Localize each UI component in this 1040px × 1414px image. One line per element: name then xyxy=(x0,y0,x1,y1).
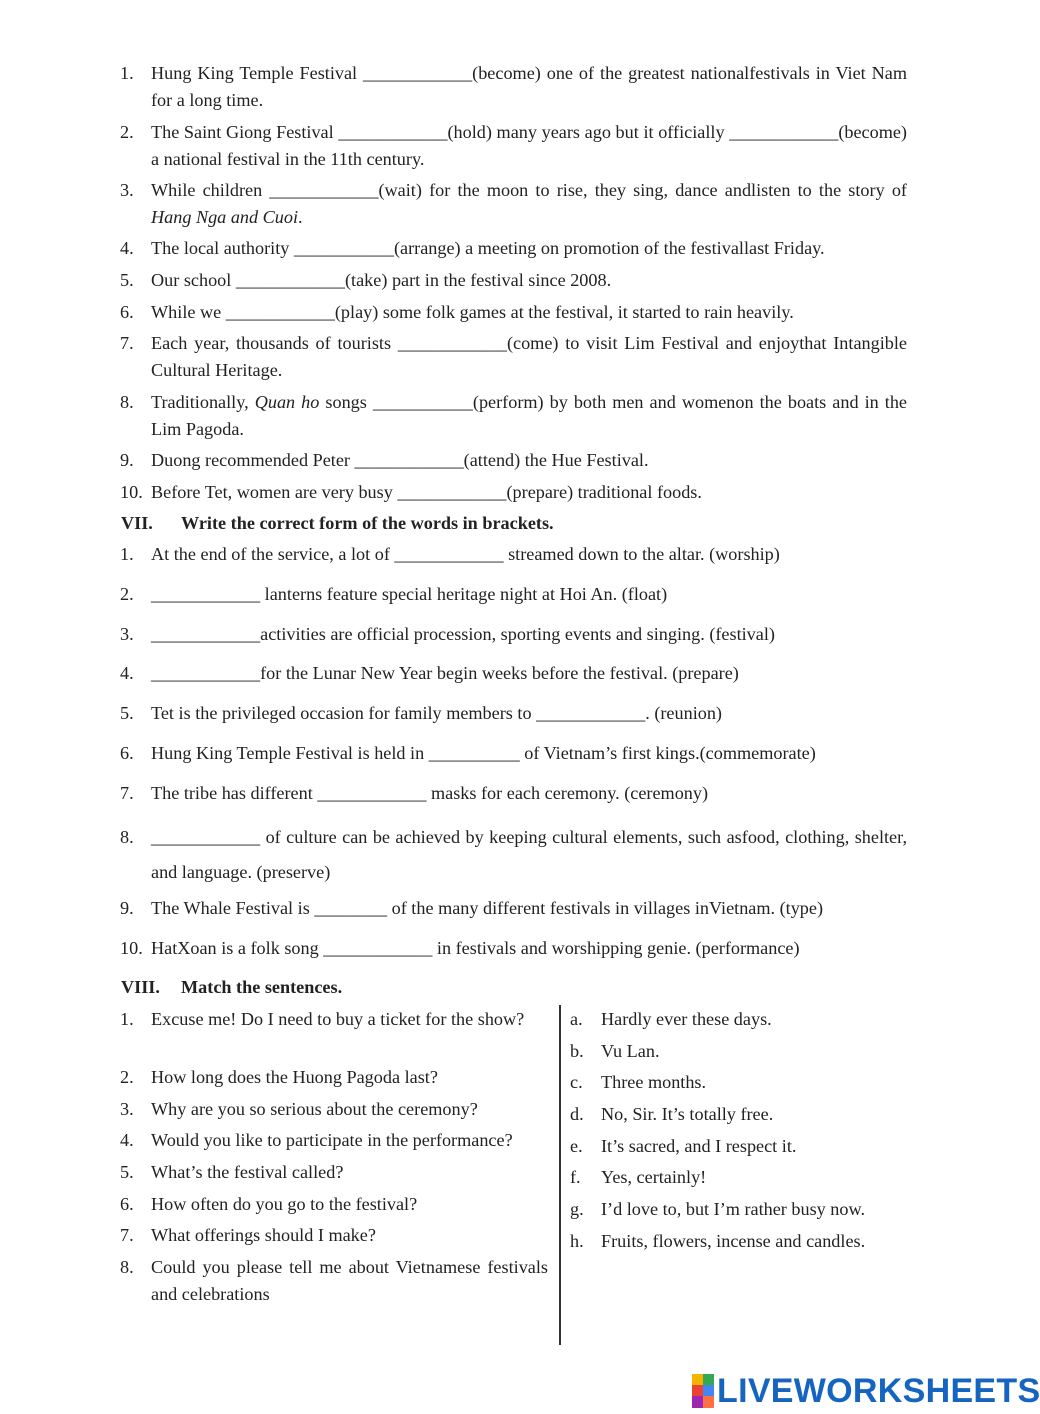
item-letter: a. xyxy=(570,1009,583,1029)
exercise-item xyxy=(120,581,907,608)
item-number: 3. xyxy=(120,624,134,644)
item-text: Each year, thousands of tourists ____________(come) to visit Lim Festival and enjoythat Intangible Cultural Heritage. xyxy=(151,333,907,380)
item-number: 7. xyxy=(120,783,134,803)
item-number: 8. xyxy=(120,827,134,847)
exercise-item xyxy=(120,541,907,568)
item-number: 6. xyxy=(120,302,134,322)
exercise-item xyxy=(120,660,907,687)
item-letter: b. xyxy=(570,1041,584,1061)
item-text-part: . xyxy=(298,207,303,227)
match-question xyxy=(120,1191,548,1218)
item-number: 6. xyxy=(120,743,134,763)
exercise-item xyxy=(120,60,907,114)
item-text: It’s sacred, and I respect it. xyxy=(601,1136,797,1156)
item-text-italic: Hang Nga and Cuoi xyxy=(151,207,299,227)
item-number: 7. xyxy=(120,1225,134,1245)
item-text: Yes, certainly! xyxy=(601,1167,707,1187)
item-text-italic: Quan ho xyxy=(254,392,320,412)
match-question xyxy=(120,1254,548,1308)
match-answer xyxy=(570,1228,910,1255)
exercise-item xyxy=(120,299,907,326)
item-text: Tet is the privileged occasion for family members to ____________. (reunion) xyxy=(151,703,722,723)
item-number: 4. xyxy=(120,238,134,258)
item-number: 1. xyxy=(120,63,134,83)
exercise-item xyxy=(120,267,907,294)
exercise-item xyxy=(120,740,907,767)
item-text: Why are you so serious about the ceremony? xyxy=(151,1099,478,1119)
item-text: Duong recommended Peter ____________(attend) the Hue Festival. xyxy=(151,450,649,470)
item-number: 4. xyxy=(120,663,134,683)
exercise-item xyxy=(120,119,907,173)
item-number: 5. xyxy=(120,270,134,290)
item-text: While we ____________(play) some folk games at the festival, it started to rain heavily. xyxy=(151,302,794,322)
item-text: ____________ lanterns feature special heritage night at Hoi An. (float) xyxy=(151,584,668,604)
item-text xyxy=(151,389,907,443)
item-number: 2. xyxy=(120,122,134,142)
match-question xyxy=(120,1096,548,1123)
match-question xyxy=(120,1064,548,1091)
match-answer xyxy=(570,1038,910,1065)
match-answer xyxy=(570,1133,910,1160)
item-text: How long does the Huong Pagoda last? xyxy=(151,1067,438,1087)
item-text: Would you like to participate in the performance? xyxy=(151,1130,513,1150)
liveworksheets-logo xyxy=(692,1373,1040,1409)
logo-text: LIVEWORKSHEETS xyxy=(717,1372,1040,1410)
item-number: 8. xyxy=(120,1257,134,1277)
item-number: 6. xyxy=(120,1194,134,1214)
item-text: Hardly ever these days. xyxy=(601,1009,772,1029)
item-number: 1. xyxy=(120,1009,134,1029)
item-text: Hung King Temple Festival ____________(become) one of the greatest nationalfestivals in Viet Nam for a long time. xyxy=(151,63,907,110)
match-answer xyxy=(570,1101,910,1128)
item-text: HatXoan is a folk song ____________ in festivals and worshipping genie. (performance) xyxy=(151,938,800,958)
exercise-item xyxy=(120,177,907,231)
exercise-item xyxy=(120,447,907,474)
item-text: Vu Lan. xyxy=(601,1041,660,1061)
exercise-item xyxy=(120,895,907,922)
item-text-part: Traditionally, xyxy=(151,392,255,412)
item-number: 5. xyxy=(120,703,134,723)
exercise-item xyxy=(120,330,907,384)
item-number: 10. xyxy=(120,482,143,502)
item-letter: h. xyxy=(570,1231,584,1251)
logo-block xyxy=(692,1385,703,1396)
section-title: Match the sentences. xyxy=(181,977,343,997)
item-letter: c. xyxy=(570,1072,583,1092)
item-number: 7. xyxy=(120,333,134,353)
match-question xyxy=(120,1006,548,1033)
item-text: How often do you go to the festival? xyxy=(151,1194,418,1214)
item-text: ____________ of culture can be achieved by keeping cultural elements, such asfood, clothing, shelter, and language. (preserve) xyxy=(151,827,907,882)
item-text: The tribe has different ____________ masks for each ceremony. (ceremony) xyxy=(151,783,709,803)
match-answer xyxy=(570,1164,910,1191)
exercise-item xyxy=(120,780,907,807)
match-answer xyxy=(570,1196,910,1223)
exercise-item xyxy=(120,235,907,262)
exercise-item xyxy=(120,621,907,648)
item-text: At the end of the service, a lot of ____________ streamed down to the altar. (worship) xyxy=(151,544,780,564)
column-divider xyxy=(559,1005,561,1345)
item-number: 9. xyxy=(120,898,134,918)
item-text: The Whale Festival is ________ of the many different festivals in villages inVietnam. (type) xyxy=(151,898,824,918)
section-heading xyxy=(121,974,342,1001)
item-number: 10. xyxy=(120,938,143,958)
item-number: 8. xyxy=(120,392,134,412)
section-number: VIII. xyxy=(121,977,160,997)
item-letter: e. xyxy=(570,1136,583,1156)
exercise-item xyxy=(120,389,907,443)
logo-block xyxy=(703,1396,714,1408)
item-number: 5. xyxy=(120,1162,134,1182)
match-answer xyxy=(570,1069,910,1096)
item-text: What’s the festival called? xyxy=(151,1162,344,1182)
item-number: 2. xyxy=(120,1067,134,1087)
match-question xyxy=(120,1222,548,1249)
logo-mark-icon xyxy=(692,1374,714,1408)
section-heading xyxy=(121,510,554,537)
item-number: 3. xyxy=(120,180,134,200)
item-text: Fruits, flowers, incense and candles. xyxy=(601,1231,866,1251)
match-question xyxy=(120,1159,548,1186)
item-number: 3. xyxy=(120,1099,134,1119)
exercise-item xyxy=(120,820,907,890)
item-number: 9. xyxy=(120,450,134,470)
item-text: ____________activities are official procession, sporting events and singing. (festival) xyxy=(151,624,775,644)
item-text: Could you please tell me about Vietnamese festivals and celebrations xyxy=(151,1257,548,1304)
item-letter: d. xyxy=(570,1104,584,1124)
item-text: No, Sir. It’s totally free. xyxy=(601,1104,774,1124)
item-number: 2. xyxy=(120,584,134,604)
item-text xyxy=(151,177,907,231)
item-text: Our school ____________(take) part in the festival since 2008. xyxy=(151,270,612,290)
section-number: VII. xyxy=(121,513,153,533)
item-number: 1. xyxy=(120,544,134,564)
exercise-item xyxy=(120,700,907,727)
match-question xyxy=(120,1127,548,1154)
item-letter: f. xyxy=(570,1167,581,1187)
match-answer xyxy=(570,1006,910,1033)
logo-block xyxy=(703,1374,714,1385)
item-text: The local authority ___________(arrange) a meeting on promotion of the festivallast Friday. xyxy=(151,238,825,258)
section-title: Write the correct form of the words in brackets. xyxy=(181,513,554,533)
logo-block xyxy=(703,1385,714,1396)
item-text: Three months. xyxy=(601,1072,707,1092)
item-letter: g. xyxy=(570,1199,584,1219)
item-text: The Saint Giong Festival ____________(hold) many years ago but it officially ____________(become) a national festival in the 11th century. xyxy=(151,122,907,169)
item-text-part: While children ____________(wait) for the moon to rise, they sing, dance andlisten to the story of xyxy=(151,180,907,200)
exercise-item xyxy=(120,479,907,506)
item-text: Hung King Temple Festival is held in __________ of Vietnam’s first kings.(commemorate) xyxy=(151,743,816,763)
item-number: 4. xyxy=(120,1130,134,1150)
item-text: Before Tet, women are very busy ____________(prepare) traditional foods. xyxy=(151,482,702,502)
item-text: I’d love to, but I’m rather busy now. xyxy=(601,1199,865,1219)
item-text-part: songs ___________(perform) by both men and womenon the boats and in the Lim Pagoda. xyxy=(151,392,907,439)
item-text: What offerings should I make? xyxy=(151,1225,376,1245)
logo-block xyxy=(692,1396,703,1408)
item-text: Excuse me! Do I need to buy a ticket for the show? xyxy=(151,1009,525,1029)
exercise-item xyxy=(120,935,907,962)
logo-block xyxy=(692,1374,703,1385)
item-text: ____________for the Lunar New Year begin weeks before the festival. (prepare) xyxy=(151,663,739,683)
